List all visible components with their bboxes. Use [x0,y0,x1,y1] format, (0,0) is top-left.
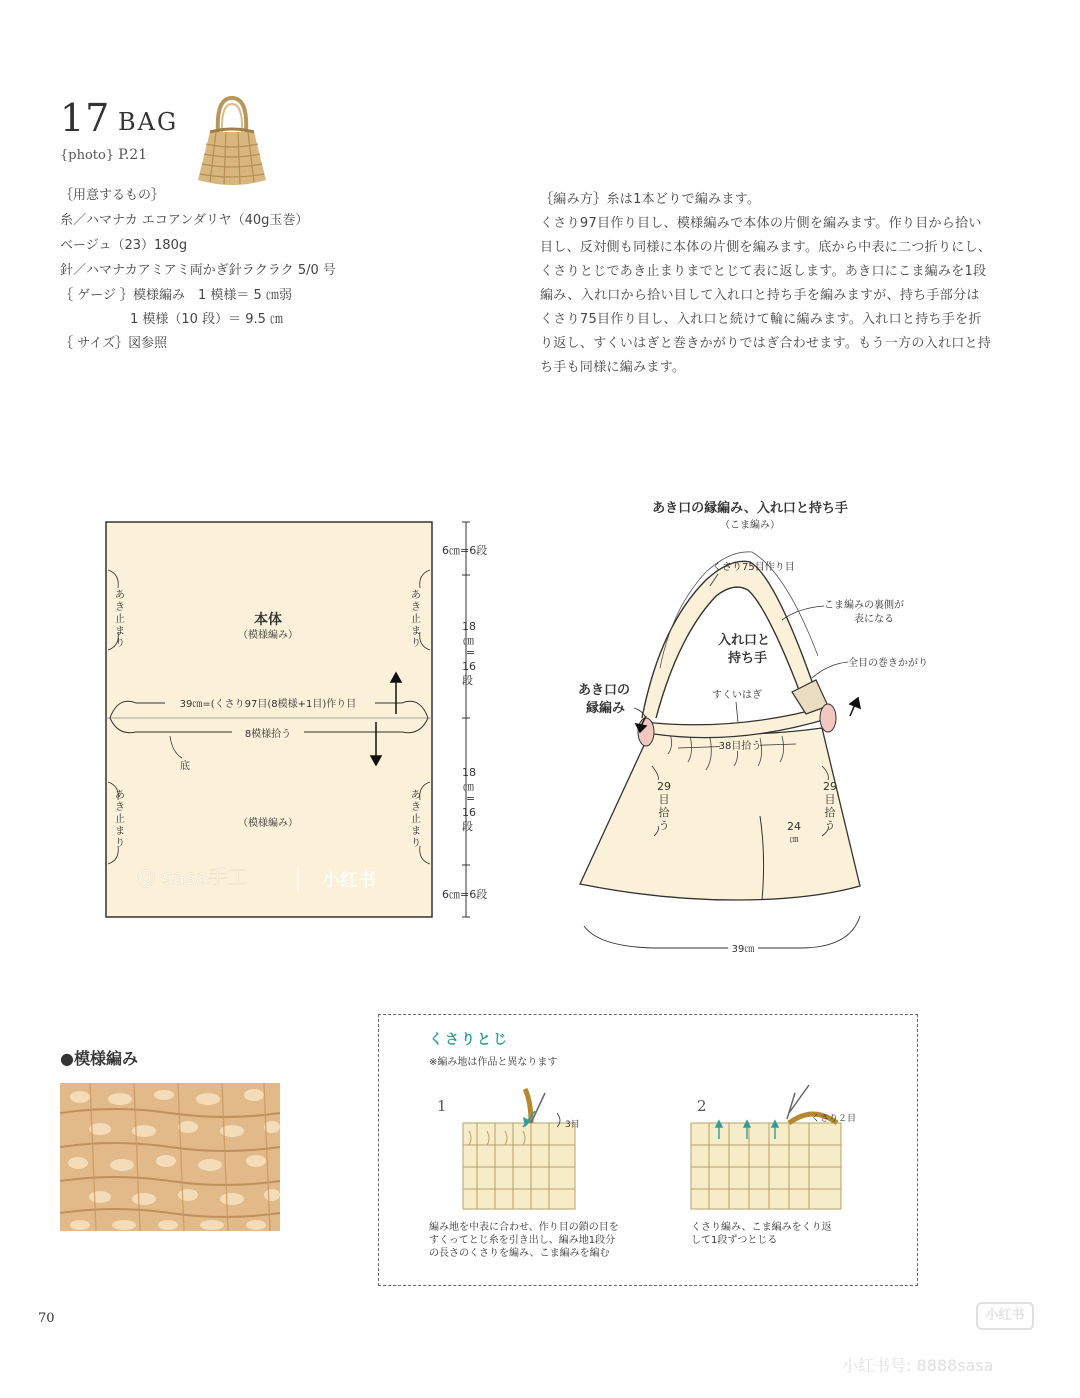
step1-label: 3目 [565,1120,580,1130]
bottom-label: 底 [180,761,190,772]
yarn-line-2: ベージュ（23）180g [60,238,188,253]
page-number: 70 [38,1311,55,1326]
stop-mark-char: り [115,638,125,649]
chain75-label: くさり75目作り目 [712,562,795,573]
stop-mark-char: ま [115,826,125,837]
body-label: 本体 [254,612,282,628]
dim-mid1-d: 16 [462,660,476,673]
method-line: 編み、入れ口から拾い目して入れ口と持ち手を編みますが、持ち手部分は [540,288,980,303]
method-line: り返し、すくいはぎと巻きかがりではぎ合わせます。もう一方の入れ口と持 [540,336,992,351]
stop-mark-char: き [411,602,421,613]
step1-text-line: の長さのくさりを編み、こま編みを編む [429,1248,610,1259]
stop-mark-char: 止 [411,814,421,825]
body-panel [106,522,432,917]
method-line: くさり75目作り目し、入れ口と続けて輪に編みます。入れ口と持ち手を折 [540,312,982,327]
method-line: くさりとじであき止まりまでとじて表に返します。あき口にこま編みを1段 [540,264,987,279]
stop-mark-char: あ [115,790,125,801]
whip-stitch-label: 全目の巻きかがり [848,658,928,669]
photo-reference [60,147,147,163]
dim-mid2-d: 16 [462,806,476,819]
assembly-title: あき口の縁編み、入れ口と持ち手 [652,501,848,516]
dim-bottom: 6㎝=6段 [442,888,488,901]
dim-mid2-e: 段 [462,820,473,833]
stop-mark-char: き [411,802,421,813]
edge-label-1: あき口の [578,683,631,698]
swatch-heading: ●模様編み [60,1049,138,1068]
dim-mid1-b: ㎝ [463,634,474,647]
gauge-line-1: ｛ ゲージ ｝模様編み 1 模様＝ 5 ㎝弱 [60,288,292,303]
pick29-right: う [824,819,836,832]
stop-mark-char: あ [411,590,421,601]
howto-note: ※編み地は作品と異なります [429,1057,558,1068]
photo-page: P.21 [118,147,148,163]
watermark-account: 小红书号: 8888sasa [842,1356,994,1375]
step2-text-line: して1段ずつとじる [691,1235,778,1246]
hook-line: 針／ハマナカアミアミ両かぎ針ラクラク 5/0 号 [60,263,336,278]
pick29-left: 目 [658,793,670,806]
length24-unit: ㎝ [789,835,799,845]
dim-mid1-e: 段 [462,674,473,687]
reverse-note-line-1: こま編みの裏側が [824,600,904,611]
pick29-left: 拾 [658,806,670,819]
bag-thumbnail-image [196,92,268,188]
step1-number: 1 [437,1097,447,1115]
stop-mark-char: 止 [411,614,421,625]
size-line: ｛ サイズ｝図参照 [60,336,168,351]
method-line: ち手も同様に編みます。 [540,360,686,375]
stop-mark-char: 止 [115,614,125,625]
stop-mark-char: り [115,838,125,849]
pick29-right: 拾 [824,806,836,819]
step1-illustration [461,1083,591,1213]
howto-box [378,1014,918,1286]
gauge-line-2: 1 模様（10 段）＝ 9.5 ㎝ [130,312,284,327]
stop-mark-char: あ [411,790,421,801]
stop-mark-char: ま [411,626,421,637]
stop-mark-char: ま [411,826,421,837]
pick29-left: 29 [657,780,671,793]
pattern-number: 17 [60,96,111,140]
pick29-left: う [658,819,670,832]
step2-label: くさり２目 [811,1114,857,1124]
edge-label-2: 縁編み [586,701,626,716]
ladder-stitch-label: すくいはぎ [712,690,762,701]
body-diagram [0,500,540,940]
pattern-title: BAG [118,108,179,136]
stop-mark-char: り [411,638,421,649]
howto-title: くさりとじ [429,1032,509,1048]
step2-text-line: くさり編み、こま編みをくり返 [691,1222,832,1233]
dimension-line [462,522,470,917]
stop-mark-char: き [115,802,125,813]
stop-mark-char: 止 [115,814,125,825]
dim-mid1-a: 18 [462,620,476,633]
watermark-logo: 小红书 [976,1302,1034,1330]
reverse-note-line-2: 表になる [854,614,894,625]
dim-mid2-c: = [466,792,476,805]
method-line: 目し、反対側も同様に本体の片側を編みます。底から中表に二つ折りにし、 [540,240,992,255]
yarn-line-1: 糸／ハマナカ エコアンダリヤ（40g玉巻） [60,213,309,228]
step2-description [691,1221,832,1247]
method-line: くさり97目作り目し、模様編みで本体の片側を編みます。作り目から拾い [540,216,982,231]
assembly-subtitle: （こま編み） [720,520,780,531]
length24: 24 [787,820,801,833]
dim-mid1-c: = [466,646,476,659]
photo-label: {photo} [60,148,115,163]
bag-body [580,728,860,900]
opening-handle-label-1: 入れ口と [718,633,771,648]
step2-number: 2 [697,1097,707,1115]
watermark-text: @ sasa手工 [136,865,248,889]
dim-mid2-b: ㎝ [463,780,474,793]
opening-handle-label-2: 持ち手 [728,651,768,666]
swatch-photo [60,1083,280,1231]
stop-mark-char: ま [115,626,125,637]
dim-top: 6㎝=6段 [442,544,488,557]
bag-assembly-diagram [560,496,980,966]
stop-mark-char: あ [115,590,125,601]
opening-edge-right [820,704,836,732]
materials-heading: ｛用意するもの｝ [60,188,165,203]
watermark-logo-text: 小红书 [322,870,376,891]
method-line: ｛編み方｝糸は1本どりで編みます。 [540,192,761,207]
pick29-right: 目 [824,793,836,806]
pattern-label-bottom: （模様編み） [238,818,298,829]
stop-mark-char: き [115,602,125,613]
chain-label: 39㎝=(くさり97目(8模様+1目)作り目 [179,699,357,710]
pickup-label: 8模様拾う [244,729,292,740]
step2-illustration [689,1083,859,1213]
dim-mid2-a: 18 [462,766,476,779]
pattern-label-top: （模様編み） [238,630,298,641]
step1-text-line: すくってとじ糸を引き出し、編み地1段分 [429,1235,616,1246]
width39-label: 39㎝ [731,944,755,955]
step1-description [429,1221,619,1260]
step1-text-line: 編み地を中表に合わせ、作り目の鎖の目を [429,1222,619,1233]
stop-mark-char: り [411,838,421,849]
pickup38-label: 38目拾う [718,741,762,752]
pick29-right: 29 [823,780,837,793]
